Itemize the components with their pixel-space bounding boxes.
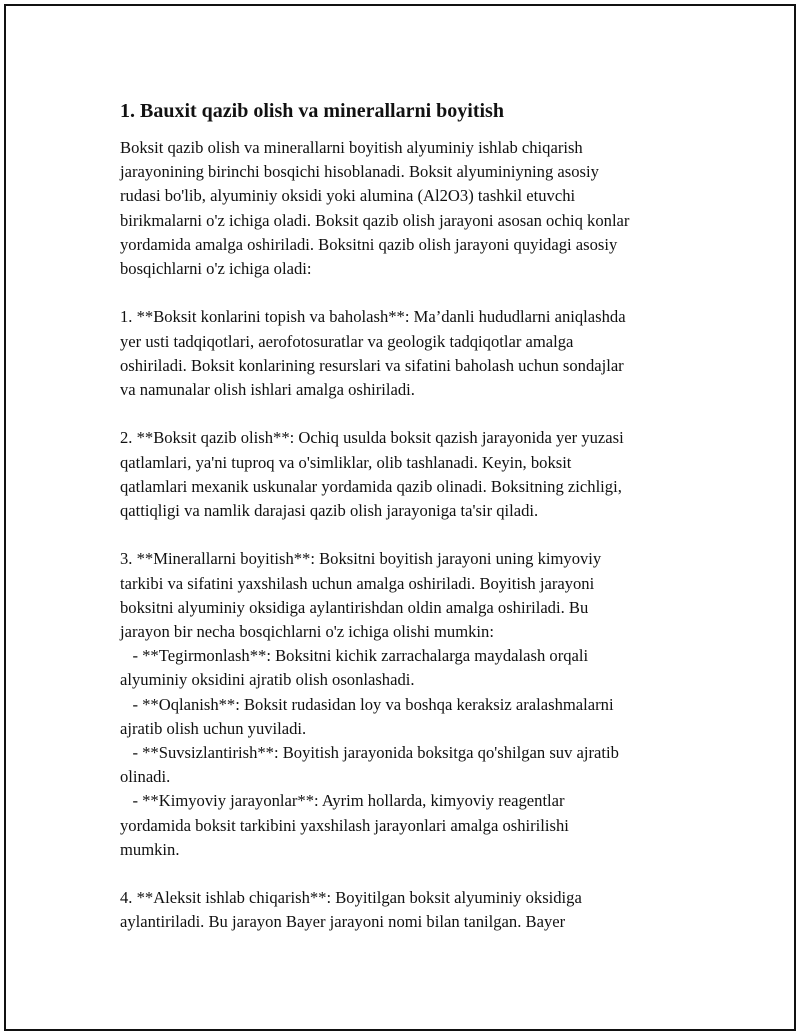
section-heading: 1. Bauxit qazib olish va minerallarni boyitish <box>120 100 504 122</box>
step-4-paragraph: 4. **Aleksit ishlab chiqarish**: Boyitilgan boksit alyuminiy oksidiga aylantiriladi. Bu jarayon Bayer jarayoni nomi bilan tanilgan. Bayer <box>120 888 582 932</box>
step-1-paragraph: 1. **Boksit konlarini topish va baholash**: Ma’danli hududlarni aniqlashda yer usti tadqiqotlari, aerofotosuratlar va geologik tadqiqotlar amalga oshiriladi. Boksit konlarining resurslari va sifatini baholash uchun sondajlar va namunalar olish ishlari amalga oshiriladi. <box>120 307 626 400</box>
intro-paragraph: Boksit qazib olish va minerallarni boyitish alyuminiy ishlab chiqarish jarayonining birinchi bosqichi hisoblanadi. Boksit alyuminiyning asosiy rudasi bo'lib, alyuminiy oksidi yoki alumina (Al2O3) tashkil etuvchi birikmalarni o'z ichiga oladi. Boksit qazib olish jarayoni asosan ochiq konlar yordamida amalga oshiriladi. Boksitni qazib olish jarayoni quyidagi asosiy bosqichlarni o'z ichiga oladi: <box>120 138 630 279</box>
step-3-paragraph: 3. **Minerallarni boyitish**: Boksitni boyitish jarayoni uning kimyoviy tarkibi va sifatini yaxshilash uchun amalga oshiriladi. Boyitish jarayoni boksitni alyuminiy oksidiga aylantirishdan oldin amalga oshiriladi. Bu jarayon bir necha bosqichlarni o'z ichiga olishi mumkin: - **Tegirmonlash**: Boksitni kichik zarrachalarga maydalash orqali alyuminiy oksidini ajratib olish osonlashadi. - **Oqlanish**: Boksit rudasidan loy va boshqa keraksiz aralashmalarni ajratib olish uchun yuviladi. - **Suvsizlantirish**: Boyitish jarayonida boksitga qo'shilgan suv ajratib olinadi. - **Kimyoviy jarayonlar**: Ayrim hollarda, kimyoviy reagentlar yordamida boksit tarkibini yaxshilash jarayonlari amalga oshirilishi mumkin. <box>120 549 619 859</box>
document-page <box>4 4 796 1031</box>
document-body <box>120 98 700 935</box>
step-2-paragraph: 2. **Boksit qazib olish**: Ochiq usulda boksit qazish jarayonida yer yuzasi qatlamlari, ya'ni tuproq va o'simliklar, olib tashlanadi. Keyin, boksit qatlamlari mexanik uskunalar yordamida qazib olinadi. Boksitning zichligi, qattiqligi va namlik darajasi qazib olish jarayoniga ta'sir qiladi. <box>120 428 624 521</box>
